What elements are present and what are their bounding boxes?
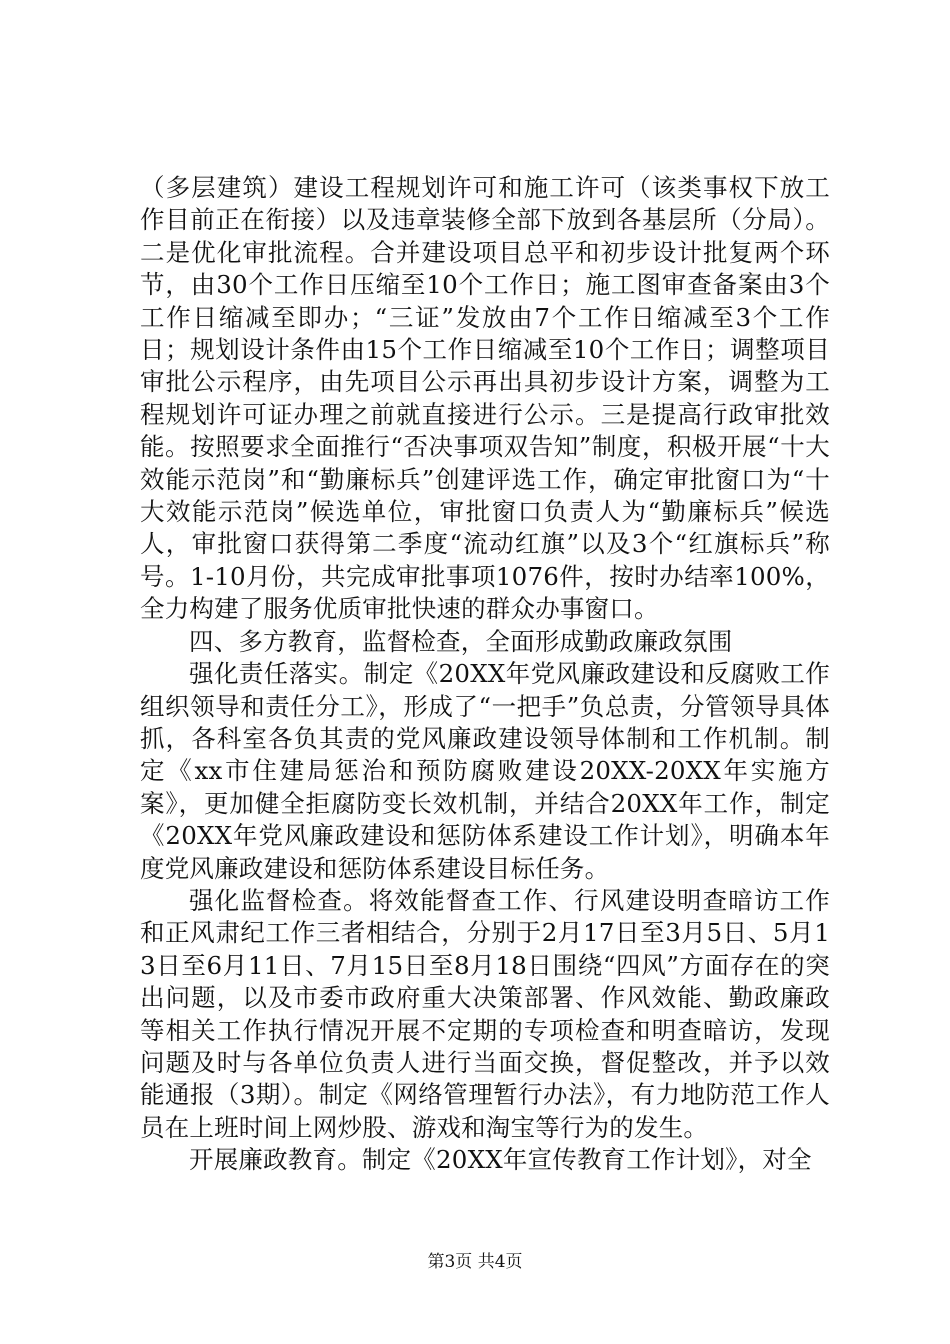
- paragraph-responsibility: 强化责任落实。制定《20XX年党风廉政建设和反腐败工作组织领导和责任分工》，形成了“一把手”负总责，分管领导具体抓，各科室各负其责的党风廉政建设领导体制和工作机制。制定《xx市住建局惩治和预防腐败建设20XX-20XX年实施方案》，更加健全拒腐防变长效机制，并结合20XX年工作，制定《20XX年党风廉政建设和惩防体系建设工作计划》，明确本年度党风廉政建设和惩防体系建设目标任务。: [140, 659, 830, 883]
- document-body: [140, 172, 830, 1177]
- section-heading: 四、多方教育，监督检查，全面形成勤政廉政氛围: [189, 626, 733, 656]
- page-footer: 第3页 共4页: [427, 1252, 523, 1272]
- paragraph-approval-reform: （多层建筑）建设工程规划许可和施工许可（该类事权下放工作目前正在衔接）以及违章装修全部下放到各基层所（分局）。二是优化审批流程。合并建设项目总平和初步设计批复两个环节，由30个工作日压缩至10个工作日；施工图审查备案由3个工作日缩减至即办；“三证”发放由7个工作日缩减至3个工作日；规划设计条件由15个工作日缩减至10个工作日；调整项目审批公示程序，由先项目公示再出具初步设计方案，调整为工程规划许可证办理之前就直接进行公示。三是提高行政审批效能。按照要求全面推行“否决事项双告知”制度，积极开展“十大效能示范岗”和“勤廉标兵”创建评选工作，确定审批窗口为“十大效能示范岗”候选单位，审批窗口负责人为“勤廉标兵”候选人，审批窗口获得第二季度“流动红旗”以及3个“红旗标兵”称号。1-10月份，共完成审批事项1076件，按时办结率100%，全力构建了服务优质审批快速的群众办事窗口。: [140, 173, 830, 624]
- paragraph-supervision: 强化监督检查。将效能督查工作、行风建设明查暗访工作和正风肃纪工作三者相结合，分别于2月17日至3月5日、5月13日至6月11日、7月15日至8月18日围绕“四风”方面存在的突出问题，以及市委市政府重大决策部署、作风效能、勤政廉政等相关工作执行情况开展不定期的专项检查和明查暗访，发现问题及时与各单位负责人进行当面交换，督促整改，并予以效能通报（3期）。制定《网络管理暂行办法》，有力地防范工作人员在上班时间上网炒股、游戏和淘宝等行为的发生。: [140, 885, 830, 1142]
- paragraph-education: 开展廉政教育。制定《20XX年宣传教育工作计划》，对全: [189, 1145, 812, 1175]
